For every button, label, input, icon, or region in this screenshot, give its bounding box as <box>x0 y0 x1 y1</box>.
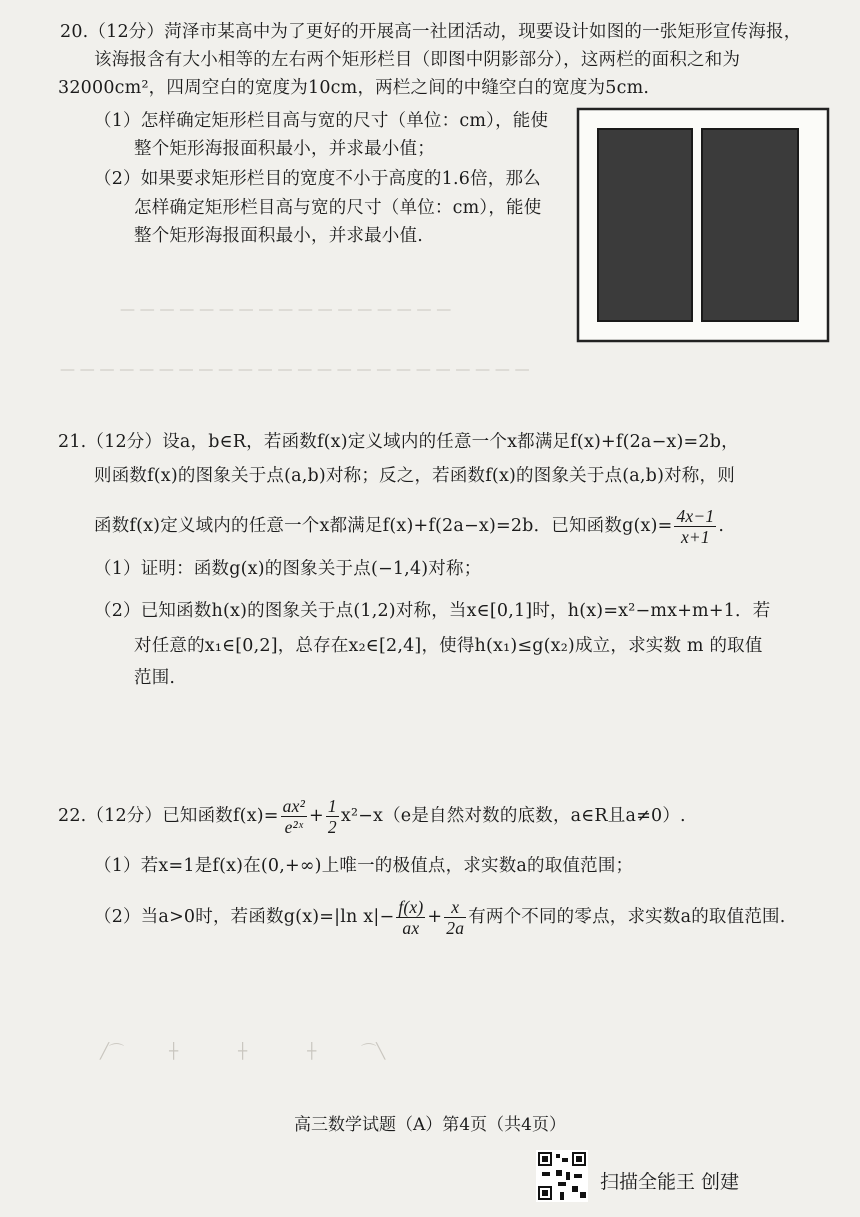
q21-line-1: 21.（12分）设a，b∈R，若函数f(x)定义域内的任意一个x都满足f(x)+f(2a−x)=2b， <box>58 432 739 452</box>
poster-diagram <box>576 107 830 343</box>
q20-line-3: 32000cm²，四周空白的宽度为10cm，两栏之间的中缝空白的宽度为5cm. <box>58 78 650 98</box>
q21-line-2: 则函数f(x)的图象关于点(a,b)对称；反之，若函数f(x)的图象关于点(a,b)对称，则 <box>94 466 735 486</box>
q20-line-2: 该海报含有大小相等的左右两个矩形栏目（即图中阴影部分），这两栏的面积之和为 <box>94 50 741 70</box>
bleed-through-text: — — — — — — — — — — — — — — — — — <box>120 300 452 318</box>
q20-part2-line-3: 整个矩形海报面积最小，并求最小值. <box>134 226 423 246</box>
q21-line-3: 函数f(x)定义域内的任意一个x都满足f(x)+f(2a−x)=2b．已知函数g(x)= $\frac{4x-1}{x+1}$ . <box>94 506 725 547</box>
scanner-watermark: 扫描全能王 创建 <box>600 1171 740 1193</box>
q22-part1: （1）若x=1是f(x)在(0,+∞)上唯一的极值点，求实数a的取值范围； <box>94 856 634 876</box>
qr-code-icon <box>536 1150 588 1202</box>
q22-line-1: 22.（12分）已知函数f(x)= $\frac{\text{ax²}}{\text{e²ˣ}}$ + $\frac{1}{2}$ x²−x（e是自然对数的底数，a∈R且a≠0）. <box>58 796 686 837</box>
bleed-through-text: — — — — — — — — — — — — — — — — — — — — — — — — <box>60 360 530 378</box>
q20-part2-line-2: 怎样确定矩形栏目高与宽的尺寸（单位：cm），能使 <box>134 198 542 218</box>
right-column-shaded <box>702 129 798 321</box>
q22-part2: （2）当a>0时，若函数g(x)=|ln x|− $\frac{f(x)}{ax}$ + $\frac{x}{2a}$ 有两个不同的零点，求实数a的取值范围. <box>94 897 786 938</box>
g-fraction: $\frac{4x-1}{x+1}$ <box>676 506 715 547</box>
q21-part2-line-2: 对任意的x₁∈[0,2]，总存在x₂∈[2,4]，使得h(x₁)≤g(x₂)成立，求实数 m 的取值 <box>134 636 763 656</box>
bleed-through-graph: ╱⌒ ┼ ┼ ┼ ⌒╲ <box>100 1042 386 1060</box>
q20-part1-line-1: （1）怎样确定矩形栏目高与宽的尺寸（单位：cm），能使 <box>94 111 549 131</box>
q21-part2-line-1: （2）已知函数h(x)的图象关于点(1,2)对称，当x∈[0,1]时，h(x)=x²−mx+m+1．若 <box>94 601 771 621</box>
q21-part1: （1）证明：函数g(x)的图象关于点(−1,4)对称； <box>94 559 482 579</box>
page-footer: 高三数学试题（A）第4页（共4页） <box>294 1115 566 1135</box>
left-column-shaded <box>598 129 692 321</box>
q20-line-1: 20.（12分）菏泽市某高中为了更好的开展高一社团活动，现要设计如图的一张矩形宣传海报， <box>60 22 802 42</box>
q20-part2-line-1: （2）如果要求矩形栏目的宽度不小于高度的1.6倍，那么 <box>94 169 541 189</box>
q20-part1-line-2: 整个矩形海报面积最小，并求最小值； <box>134 139 435 159</box>
q21-part2-line-3: 范围. <box>134 668 176 688</box>
